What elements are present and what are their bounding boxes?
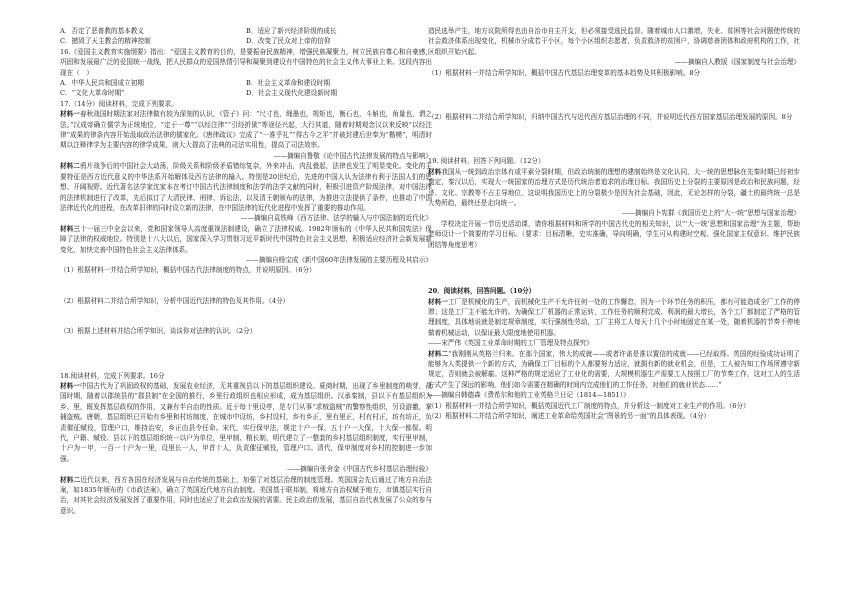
- q20-material-2-text: “我刚刚从英格兰归来。在那个国家，伟大的成就——或者许诺是准以置信的成就——已经取得。英国的经验成功证明了能够为人类提供一个新的方式，为确保工厂目标的个人都要努力适应，就拥有新的就业机会，但是，工人被告知工作场所遵守新规定，否则就会被解雇。这种严格的规定适应了工业化的需要，大规模机器生产需要工人按照工厂的节奏工作，这对工人的生活方式产生了深远的影响，他们如今需要在精确的时间内完成他们的工作任务，对他们的就业状态……”: [428, 349, 800, 389]
- q15-option-d: D．改变了民众对上帝的信仰: [246, 37, 331, 46]
- material-label: 材料一: [60, 381, 80, 390]
- answer-space: [428, 122, 800, 156]
- q16-option-a: A．中华人民共和国成立初期: [60, 79, 144, 88]
- q19-material: [428, 167, 800, 209]
- q18-material-2-text: 近代以来，西方各国在经济发展与自治传统的基础上，加强了对基层治理的制度管理。英国国会先后通过了地方自治法案，如1835年颁布的《市政法案》，确立了英国近代地方自治制度。美国基于联邦制，将地方自治权赋予地方，市镇基层实行自治，对其社会经济发展发挥了重要作用，同时也适应了社会政治发展的需要。民主政治的发展，基层自治代表发展了公众的参与意识。: [60, 475, 433, 515]
- q18-material-1-text: 中国古代为了巩固政权的基础，发展农业经济，无其重视县以下的基层组织建设。夏商时期，出现了乡里制度的萌芽，战国时期，随着以郡统县的“郡县制”在全国的推行，乡里行政组织也相应形成，成为基层组织。汉承秦制，县以下有基层组织为乡、里，既发挥基层政权的作用，又兼有半自治的性质。近于每十里设亭，是专门从事“求贼盗贼”的警察性组织，另设游徼，掌捕盗贼。唐朝，基层组织已开始有乡里和村坊制度，在城市中设坊，乡村设村，乡有乡正，里有里正，村有村正，坊有坊正，负责催征赋役，管理户口，维持治安，乡正由县令任命。宋代，实行保甲法，规定十户一保，五十户一大保，十大保一都保。明代，户籍、赋役、县以下的基层组织统一以户为单位，里甲制、粮长制，明代建立了一整套的乡村基层组织制度，实行里甲制，十户为一甲，一百一十户为一里，设里长一人，甲首十人，负责催征赋役，管理户口。清代，保甲制度对乡村的控制进一步加强。: [60, 381, 433, 463]
- q16-options-row1: [60, 78, 432, 88]
- q18-material-1-source: ——摘编自张舍金《中国古代乡村基层治理经验》: [286, 465, 432, 474]
- answer-space: [60, 306, 432, 326]
- q20-material-2: [428, 349, 800, 391]
- q18-material-1: [60, 381, 432, 464]
- q16-option-c: C．“文化大革命时期”: [60, 89, 125, 98]
- q20-material-1-text: 工厂是机械化的生产，而机械化生产不允许任何一处的工作懈怠，因为一个环节任务的积压，都有可能造成全厂工作的停滞；这是工厂主不能允许的。为确保工厂机器的正常运转，工作任务的顺利完成、利润的最大增长，各个工厂都制定了严格的管理制度，具体地说就是制定规章制度，实行强制性劳动，工厂主将工人每天十几个小时地固定在某一处，随着机器的节奏不停地做着机械运动，以保证最大限度地使用机器。: [428, 297, 801, 337]
- q17-material-2-source: ——摘编自袁铁峰《西方法律、法学的输入与中国法制的近代化》: [240, 214, 432, 223]
- q16-option-d: D．社会主义现代化建设新时期: [246, 89, 338, 98]
- q17-ask-3: （3）根据上述材料并结合所学知识，谈谈你对法律的认识。（2分）: [60, 327, 257, 336]
- q16-option-b: B．社会主义革命和建设时期: [246, 79, 330, 88]
- q20-material-1-source: ——宋严伟《英国工业革命时期的工厂管理及特点探究》: [428, 339, 593, 348]
- material-label: 材料一: [428, 297, 448, 306]
- q17-ask-1: （1）根据材料一并结合所学知识，概括中国古代法律制度的特点，并说明原因。（6分）: [60, 266, 316, 275]
- q18-title: 18.阅读材料，完成下列要求。16分: [60, 371, 165, 380]
- q20-material-2-source: ——摘编自韩德森《费希尔和他的工业英格兰日记（1814—1851）》: [428, 391, 630, 400]
- material-label: 材料一: [60, 110, 80, 119]
- q20-material-1: [428, 297, 800, 339]
- q18-material-2-source: ——摘编自人教版《国家制度与社会治理》: [674, 58, 800, 67]
- material-label: 材料三: [60, 224, 81, 233]
- q17-material-2-text: 鸦片战争后的中国社会大动荡，阶级关系和阶级矛盾错综复杂，外来冲击，内乱叠起，法律也发生了明显变化。变化的主要特征是西方近代意义的中华法系开始解体及西方法律的输入。特别是20世纪后，先进的中国人认为法律有利于法国人们的思想、开阔视野。近代著名法学家沈家本在考订中国古代法律制度和法学的法学文献的同时，积极引进资产阶级法律，对中国法律的法律机制进行了改革，先后拟订了大清民律、刑律、诉讼法，以及清王朝颁布的法律，为推进立法提供了条件，也推动了中国法律近代化的进程，在改革旧律的同时设立新的法律，在中国法律的近代化进程中发挥了重要的推动作用。: [60, 162, 433, 212]
- q18-ask-1: （1）根据材料一并结合所学知识，概括中国古代基层治理变革的基本趋势及其积极影响。8分: [428, 68, 701, 77]
- q17-material-2: [60, 161, 432, 213]
- q20-ask-1: （1）根据材料一并结合所学知识，概括英国近代工厂制度的特点，并分析这一制度对工业生产的作用。（6分）: [428, 401, 750, 410]
- material-label: 材料二: [428, 349, 449, 358]
- q17-material-3-source: ——摘编自杨宝成《新中国60年法律发展的主要历程及其启示》: [245, 255, 432, 264]
- q20-ask-2: （2）根据材料二并结合所学知识，阐述工业革命给英国社会“图景的另一面”的具体表现。（4分）: [428, 411, 711, 420]
- q20-title: 20．阅读材料，回答问题。（10分）: [428, 287, 536, 296]
- q17-material-1-source: ——摘编自鲁敬《论中国古代法律发展的特点与影响》: [273, 151, 432, 160]
- q18-material-2: [60, 475, 432, 517]
- q17-material-1: [60, 109, 432, 151]
- q15-option-c: C．撼毁了天主教会的精神控制: [60, 37, 151, 46]
- q16-options-row2: [60, 88, 432, 98]
- q15-option-b: B．适应了新兴经济阶级的成长: [246, 27, 337, 35]
- q17-material-1-text: 春秋战国时期法家对法律做有较为深刻的认识，《管子》问：“尺寸也，绳墨也，规矩也，衡石也，斗斛也，角量也，谓之法。”汉成帝确立儒学为正统地位，“定于一尊”“以经注律”“引经折狱”等途径兴起，大行其道，随着时期观念汉以来反映“以经注律”成果的律条内容开始汲取政治法律的儒家化。《唐律疏议》完成了“一准乎礼”“得古今之平”并被封建后世奉为“楷模”，明清时期以注释律学为主要内容的律学成果，则大大提高了法典的司法实用性，提高了司法效率。: [60, 110, 433, 150]
- q15-options-row1: [60, 26, 432, 36]
- q19-material-text: 我国从一统到政治宗体有或平素分裂时期，但政治统制的理想的建制始终是文化认同，大一统的思想脉在先秦时期已经初步奠定，秦汉以后，实现大一统国家的治理方式是历代统治者追求的治理目标。我国历史上分裂的主要原因是政治和民族问题，经济、文化、宗教等不占主导地位，这说明我国历史上的分裂极少是因为社会基础，因此，无论怎样的分裂，疆土的最终统一总是大势所趋，最终还是走向统一。: [428, 167, 801, 208]
- q17-title: 17.（14分）阅读材料，完成下列要求。: [60, 99, 178, 108]
- answer-space: [428, 78, 800, 112]
- q19-ask: 学校决定开展一节历史活动课，请你根据材料和所学的中国古代史的相关知识，以“‘大一统’思想和国家治理”为主题，帮助老师设计一个简要的学习目标。（要求：目标清晰，史实准确，导向明确，学生可从构建时空观、强化国家主权意识、维护民族团结等角度思考）: [428, 219, 800, 249]
- material-label: 材料二: [60, 162, 80, 171]
- q17-ask-2: （2）根据材料二并结合所学知识，分析中国近代法律的特色及其作用。（4分）: [60, 296, 290, 305]
- right-column: [428, 26, 800, 421]
- q15-options-row2: [60, 36, 432, 46]
- q18-material-2-continued: 造民选举产生，地方议院所得也由自治市自主开支，但必须接受选民监督。随着城市人口激增，失业、贫困等社会问题使传统的社会救济体系出现变化，机械市分成若干小区，每个小区组织志愿者，负责救济的贫困户，协调慈善团体和政府机构的工作，社区组织开始兴起。: [428, 27, 800, 56]
- answer-space: [60, 337, 432, 371]
- q16-stem: 16.《爱国主义教育实施纲要》指出：“爱国主义教育的目的，是要振奋民族精神，增强民族凝聚力，树立民族自尊心和自豪感，巩固和发展最广泛的爱国统一战线，把人民群众的爱国热情引导和凝聚到建设有中国特色的社会主义伟大事业上来。这段内容出现在（ ）: [60, 47, 432, 77]
- material-label: 材料: [428, 167, 442, 176]
- q17-material-3-text: 十一届三中全会以来，党和国家领导人高度重视法制建设，确立了法律权威。1982年颁布的《中华人民共和国宪法》保障了法律的权威地位。特别是十八大以后，国家深入学习贯彻习近平新时代中国特色社会主义思想，积极适应经济社会新发展新变化，加快完善中国特色社会主义法律体系。: [60, 224, 432, 254]
- answer-space: [60, 276, 432, 296]
- answer-space: [428, 250, 800, 284]
- q15-option-a: A．否定了恶普教的基本教义: [60, 27, 144, 35]
- left-column: [60, 26, 432, 516]
- q19-material-source: ——摘编自卜宪群《我国历史上的“大一统”思想与国家治理》: [621, 209, 800, 218]
- q17-material-3: [60, 224, 432, 255]
- q18-ask-2: （2）根据材料二并结合所学知识，归纳中国古代与近代西方基层治理的不同，并说明近代西方国家基层治理发展的原因。8分: [428, 113, 793, 122]
- material-label: 材料二: [60, 475, 81, 484]
- q19-title: 19. 阅读材料，回答下列问题。（12分）: [428, 157, 545, 166]
